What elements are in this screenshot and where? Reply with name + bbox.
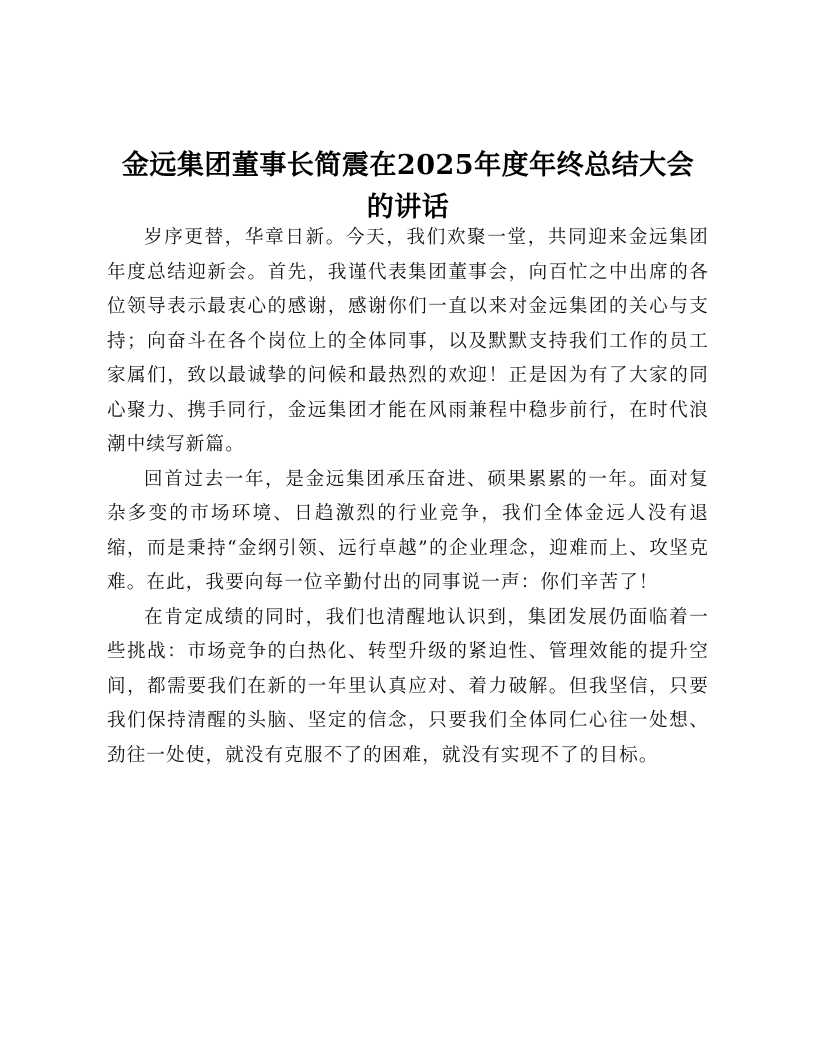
document-title-line-2: 的讲话 xyxy=(366,192,450,223)
document-title-line-1: 金远集团董事长简震在2025年度年终总结大会 xyxy=(121,150,695,181)
paragraph: 回首过去一年，是金远集团承压奋进、硕果累累的一年。面对复杂多变的市场环境、日趋激烈的行业竞争，我们全体金远人没有退缩，而是秉持“金纲引领、远行卓越”的企业理念，迎难而上、攻坚克难。在此，我要向每一位辛勤付出的同事说一声：你们辛苦了！ xyxy=(107,468,709,593)
document-body xyxy=(107,221,709,773)
paragraph: 岁序更替，华章日新。今天，我们欢聚一堂，共同迎来金远集团年度总结迎新会。首先，我谨代表集团董事会，向百忙之中出席的各位领导表示最衷心的感谢，感谢你们一直以来对金远集团的关心与支持；向奋斗在各个岗位上的全体同事，以及默默支持我们工作的员工家属们，致以最诚挚的问候和最热烈的欢迎！正是因为有了大家的同心聚力、携手同行，金远集团才能在风雨兼程中稳步前行，在时代浪潮中续写新篇。 xyxy=(107,227,709,455)
paragraph: 在肯定成绩的同时，我们也清醒地认识到，集团发展仍面临着一些挑战：市场竞争的白热化、转型升级的紧迫性、管理效能的提升空间，都需要我们在新的一年里认真应对、着力破解。但我坚信，只要我们保持清醒的头脑、坚定的信念，只要我们全体同仁心往一处想、劲往一处使，就没有克服不了的困难，就没有实现不了的目标。 xyxy=(107,606,709,766)
document-title xyxy=(80,145,736,229)
